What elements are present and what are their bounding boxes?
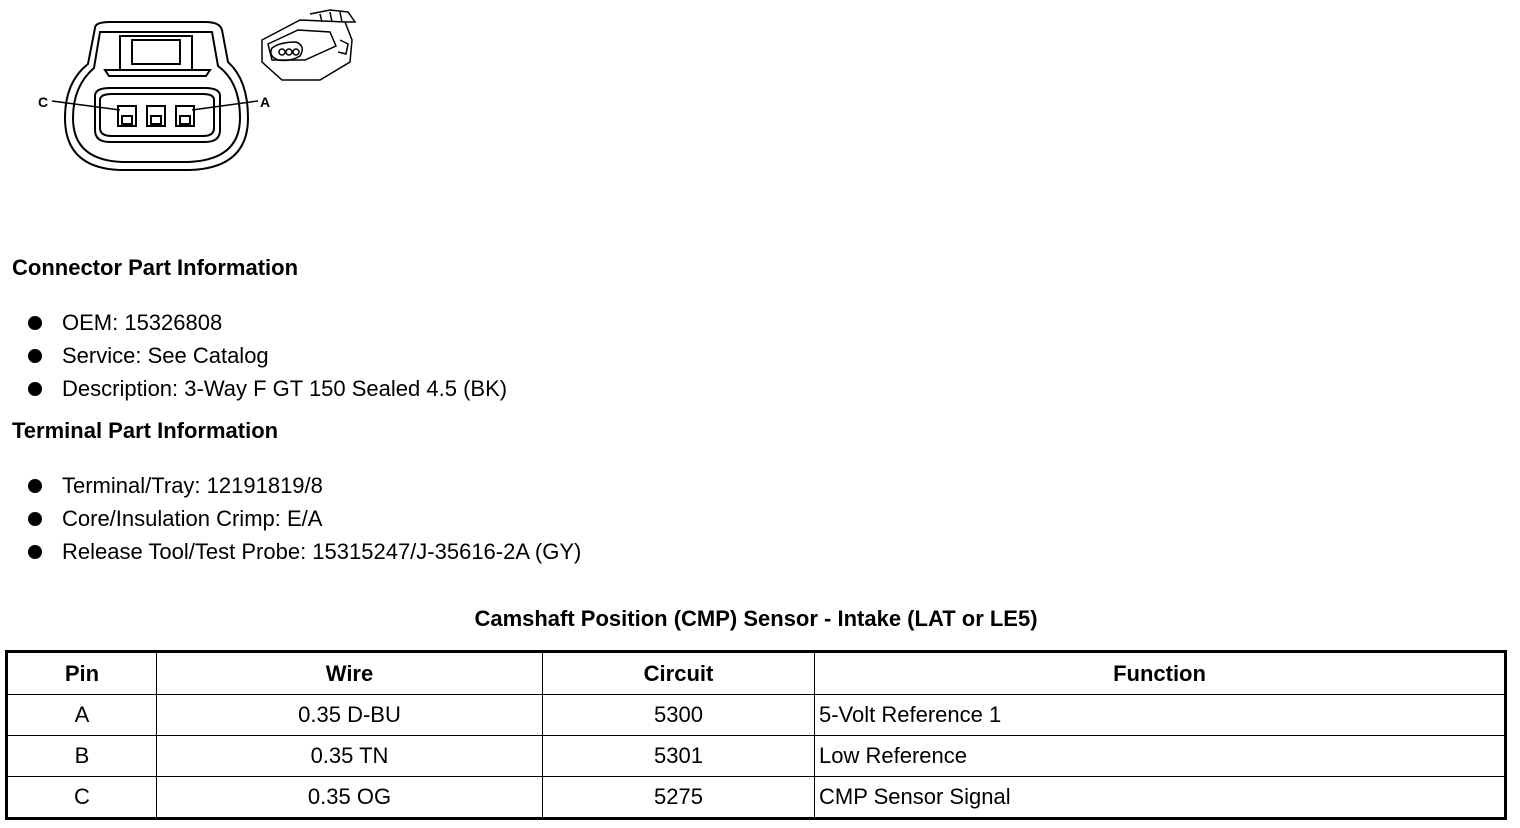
header-wire: Wire <box>157 652 543 695</box>
bullet-icon <box>28 512 42 526</box>
bullet-icon <box>28 382 42 396</box>
cell-wire: 0.35 OG <box>157 777 543 819</box>
list-item: Description: 3-Way F GT 150 Sealed 4.5 (BK) <box>28 372 507 405</box>
cell-circuit: 5300 <box>543 695 815 736</box>
cell-pin: C <box>7 777 157 819</box>
cell-wire: 0.35 D-BU <box>157 695 543 736</box>
header-function: Function <box>815 652 1506 695</box>
list-item: Service: See Catalog <box>28 339 507 372</box>
cell-circuit: 5275 <box>543 777 815 819</box>
list-item: Release Tool/Test Probe: 15315247/J-35616-2A (GY) <box>28 535 581 568</box>
cell-circuit: 5301 <box>543 736 815 777</box>
cell-wire: 0.35 TN <box>157 736 543 777</box>
pin-label-c: C <box>38 94 49 110</box>
pin-label-a: A <box>260 94 271 110</box>
header-circuit: Circuit <box>543 652 815 695</box>
table-title: Camshaft Position (CMP) Sensor - Intake (LAT or LE5) <box>474 606 1038 631</box>
cell-pin: B <box>7 736 157 777</box>
table-row <box>7 777 1506 819</box>
list-item: Terminal/Tray: 12191819/8 <box>28 469 581 502</box>
bullet-icon <box>28 545 42 559</box>
header-pin: Pin <box>7 652 157 695</box>
connector-info-list <box>28 306 507 405</box>
cell-function: Low Reference <box>815 736 1506 777</box>
connector-perspective-sketch <box>262 10 355 80</box>
connector-info-heading: Connector Part Information <box>12 255 299 280</box>
bullet-icon <box>28 349 42 363</box>
bullet-icon <box>28 316 42 330</box>
cell-pin: A <box>7 695 157 736</box>
cell-function: CMP Sensor Signal <box>815 777 1506 819</box>
cell-function: 5-Volt Reference 1 <box>815 695 1506 736</box>
list-item: Core/Insulation Crimp: E/A <box>28 502 581 535</box>
connector-diagram <box>0 0 380 200</box>
pinout-table <box>5 650 1507 820</box>
table-header-row <box>7 652 1506 695</box>
list-item: OEM: 15326808 <box>28 306 507 339</box>
bullet-icon <box>28 479 42 493</box>
terminal-info-list <box>28 469 581 568</box>
terminal-info-heading: Terminal Part Information <box>12 418 279 443</box>
table-row <box>7 695 1506 736</box>
table-row <box>7 736 1506 777</box>
